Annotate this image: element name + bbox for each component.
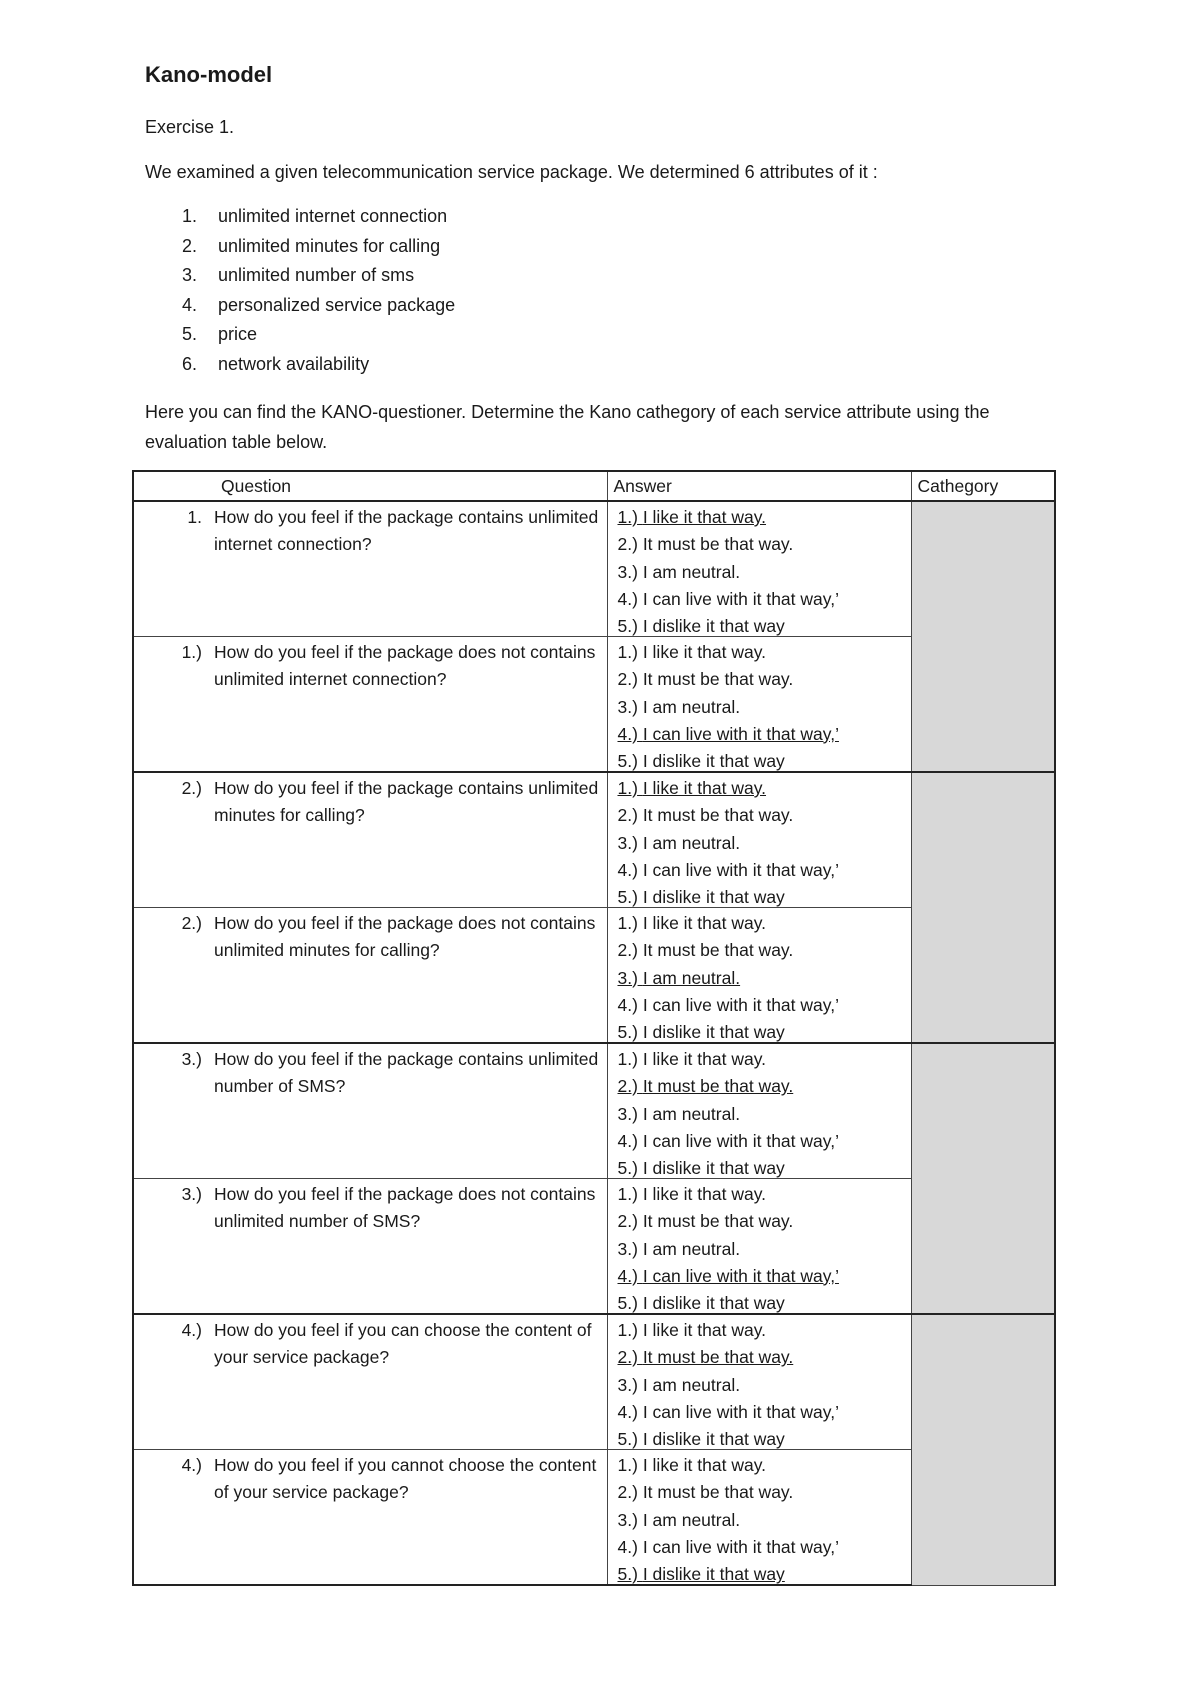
answer-option[interactable]: 4.) I can live with it that way,’ <box>617 1401 839 1422</box>
exercise-heading: Exercise 1. <box>145 117 235 137</box>
answer-option[interactable]: 3.) I am neutral. <box>617 967 741 988</box>
attribute-list <box>145 206 455 384</box>
answer-option[interactable]: 1.) I like it that way. <box>617 507 767 527</box>
question-cell <box>133 637 607 773</box>
question-text: How do you feel if you can choose the content of your service package? <box>214 1320 592 1367</box>
answer-option[interactable]: 5.) I dislike it that way <box>617 1158 785 1179</box>
question-text: How do you feel if the package does not contains unlimited minutes for calling? <box>214 913 596 960</box>
question-number: 3.) <box>181 1184 202 1204</box>
header-question: Question <box>133 471 607 501</box>
answer-option[interactable]: 4.) I can live with it that way,’ <box>617 1265 839 1286</box>
answer-option[interactable]: 5.) I dislike it that way <box>617 1429 785 1450</box>
question-cell <box>133 1314 607 1450</box>
list-item: 1. unlimited internet connection <box>182 206 448 226</box>
answer-option[interactable]: 4.) I can live with it that way,’ <box>617 723 839 744</box>
question-text: How do you feel if you cannot choose the content of your service package? <box>214 1455 597 1502</box>
instruction-paragraph: Here you can find the KANO-questioner. Determine the Kano cathegory of each service attribute using the evaluation table below. <box>145 402 990 452</box>
answer-cell <box>607 1179 911 1315</box>
question-cell <box>133 1450 607 1586</box>
question-number: 4.) <box>181 1455 202 1475</box>
question-text: How do you feel if the package does not contains unlimited number of SMS? <box>214 1184 596 1231</box>
answer-option[interactable]: 2.) It must be that way. <box>617 1347 794 1368</box>
list-item: 5. price <box>182 324 258 345</box>
answer-option[interactable]: 2.) It must be that way. <box>617 1076 794 1097</box>
answer-option[interactable]: 5.) I dislike it that way <box>617 616 785 637</box>
answer-option[interactable]: 5.) I dislike it that way <box>617 1293 785 1314</box>
list-item: 6. network availability <box>182 353 370 374</box>
answer-cell <box>607 1450 911 1586</box>
answer-option[interactable]: 2.) It must be that way. <box>617 1211 794 1232</box>
table-row <box>133 1043 1055 1179</box>
question-number: 1. <box>187 507 202 527</box>
answer-option[interactable]: 3.) I am neutral. <box>617 696 741 717</box>
question-number: 1.) <box>181 642 202 662</box>
question-cell <box>133 1179 607 1315</box>
answer-option[interactable]: 4.) I can live with it that way,’ <box>617 859 839 880</box>
table-row <box>133 772 1055 908</box>
answer-option[interactable]: 1.) I like it that way. <box>617 778 767 798</box>
answer-option[interactable]: 1.) I like it that way. <box>617 1184 767 1204</box>
answer-cell <box>607 772 911 908</box>
answer-option[interactable]: 1.) I like it that way. <box>617 913 767 933</box>
answer-option[interactable]: 5.) I dislike it that way <box>617 751 785 772</box>
answer-option[interactable]: 4.) I can live with it that way,’ <box>617 1536 839 1557</box>
answer-option[interactable]: 2.) It must be that way. <box>617 940 794 961</box>
question-text: How do you feel if the package contains unlimited minutes for calling? <box>214 778 599 825</box>
answer-option[interactable]: 3.) I am neutral. <box>617 1374 741 1395</box>
question-cell <box>133 908 607 1044</box>
answer-cell <box>607 908 911 1044</box>
category-cell[interactable] <box>911 501 1055 772</box>
question-text: How do you feel if the package contains unlimited number of SMS? <box>214 1049 599 1096</box>
answer-option[interactable]: 2.) It must be that way. <box>617 805 794 826</box>
answer-option[interactable]: 3.) I am neutral. <box>617 1103 741 1124</box>
table-row <box>133 501 1055 637</box>
question-text: How do you feel if the package contains unlimited internet connection? <box>214 507 599 554</box>
kano-evaluation-table <box>132 470 1056 1586</box>
answer-option[interactable]: 4.) I can live with it that way,’ <box>617 588 839 609</box>
answer-cell <box>607 1314 911 1450</box>
answer-option[interactable]: 1.) I like it that way. <box>617 1455 767 1475</box>
answer-option[interactable]: 1.) I like it that way. <box>617 642 767 662</box>
answer-option[interactable]: 2.) It must be that way. <box>617 669 794 690</box>
answer-cell <box>607 637 911 773</box>
answer-cell <box>607 501 911 637</box>
list-item: 4. personalized service package <box>182 294 456 315</box>
category-cell[interactable] <box>911 1314 1055 1585</box>
question-number: 2.) <box>181 778 202 798</box>
intro-paragraph: We examined a given telecommunication service package. We determined 6 attributes of it : <box>145 162 878 182</box>
answer-option[interactable]: 4.) I can live with it that way,’ <box>617 994 839 1015</box>
answer-option[interactable]: 2.) It must be that way. <box>617 1482 794 1503</box>
answer-option[interactable]: 5.) I dislike it that way <box>617 1564 785 1585</box>
answer-option[interactable]: 1.) I like it that way. <box>617 1320 767 1340</box>
answer-option[interactable]: 5.) I dislike it that way <box>617 1022 785 1043</box>
answer-option[interactable]: 5.) I dislike it that way <box>617 887 785 908</box>
list-item: 3. unlimited number of sms <box>182 265 415 286</box>
answer-option[interactable]: 1.) I like it that way. <box>617 1049 767 1069</box>
question-text: How do you feel if the package does not contains unlimited internet connection? <box>214 642 596 689</box>
answer-option[interactable]: 4.) I can live with it that way,’ <box>617 1130 839 1151</box>
answer-option[interactable]: 3.) I am neutral. <box>617 561 741 582</box>
table-row <box>133 1314 1055 1450</box>
question-number: 4.) <box>181 1320 202 1340</box>
answer-option[interactable]: 3.) I am neutral. <box>617 1509 741 1530</box>
question-cell <box>133 772 607 908</box>
question-cell <box>133 501 607 637</box>
header-answer: Answer <box>607 471 911 501</box>
answer-cell <box>607 1043 911 1179</box>
category-cell[interactable] <box>911 772 1055 1043</box>
list-item: 2. unlimited minutes for calling <box>182 235 441 256</box>
question-number: 2.) <box>181 913 202 933</box>
answer-option[interactable]: 3.) I am neutral. <box>617 1238 741 1259</box>
answer-option[interactable]: 3.) I am neutral. <box>617 832 741 853</box>
header-category: Cathegory <box>911 471 1055 501</box>
category-cell[interactable] <box>911 1043 1055 1314</box>
answer-option[interactable]: 2.) It must be that way. <box>617 534 794 555</box>
question-cell <box>133 1043 607 1179</box>
question-number: 3.) <box>181 1049 202 1069</box>
page-title: Kano-model <box>145 62 273 87</box>
